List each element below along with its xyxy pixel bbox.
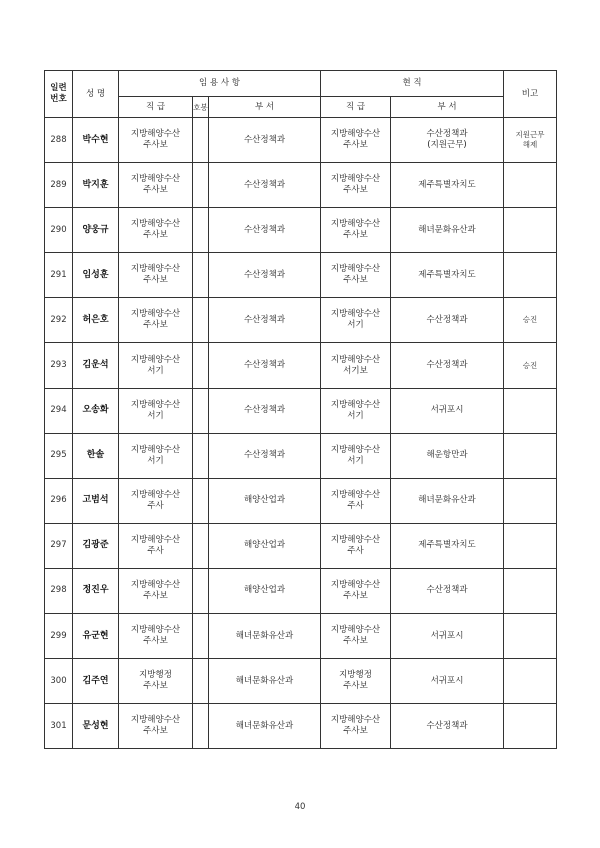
cell-appointment-rank-line: 지방해양수산 [130, 625, 181, 636]
cell-appointment-rank [119, 478, 193, 523]
cell-appointment-rank-line: 주사보 [143, 726, 168, 737]
cell-current-rank-line: 주사보 [343, 726, 368, 737]
cell-current-dept [391, 253, 504, 298]
cell-appointment-rank [119, 253, 193, 298]
cell-note [504, 614, 557, 659]
cell-hobong [193, 704, 209, 749]
cell-current-rank-line: 주사 [347, 500, 364, 511]
table-row [45, 163, 557, 208]
cell-serial: 300 [45, 659, 73, 704]
cell-serial: 296 [45, 478, 73, 523]
cell-serial: 289 [45, 163, 73, 208]
cell-current-dept [391, 343, 504, 388]
cell-current-dept [391, 478, 504, 523]
cell-hobong [193, 253, 209, 298]
cell-current-rank-line: 지방해양수산 [330, 174, 381, 185]
cell-current-dept [391, 388, 504, 433]
cell-appointment-rank-line: 지방해양수산 [130, 489, 181, 500]
cell-current-dept-line: 수산정책과 [426, 360, 468, 371]
cell-current-dept-line: 서귀포시 [430, 630, 464, 641]
table-row [45, 118, 557, 163]
cell-appointment-rank-line: 주사보 [143, 681, 168, 692]
cell-name: 한솔 [73, 433, 119, 478]
cell-appointment-rank-line: 주사보 [143, 230, 168, 241]
cell-current-rank-line: 주사보 [343, 140, 368, 151]
cell-current-rank-line: 지방해양수산 [330, 309, 381, 320]
cell-current-dept-line: 수산정책과 [426, 585, 468, 596]
cell-serial: 295 [45, 433, 73, 478]
cell-current-rank-line: 지방해양수산 [330, 129, 381, 140]
cell-current-rank-line: 지방해양수산 [330, 489, 381, 500]
cell-name: 문성현 [73, 704, 119, 749]
cell-note [504, 343, 557, 388]
cell-current-dept [391, 568, 504, 613]
cell-appointment-dept: 수산정책과 [209, 118, 321, 163]
cell-current-dept [391, 208, 504, 253]
cell-note [504, 433, 557, 478]
cell-current-rank-line: 주사보 [343, 681, 368, 692]
cell-serial: 293 [45, 343, 73, 388]
cell-current-rank-line: 지방해양수산 [330, 264, 381, 275]
cell-appointment-dept: 해녀문화유산과 [209, 614, 321, 659]
cell-name: 임성훈 [73, 253, 119, 298]
cell-current-rank-line: 주사 [347, 545, 364, 556]
cell-appointment-rank-line: 서기 [147, 365, 164, 376]
cell-current-rank [321, 659, 391, 704]
cell-appointment-rank [119, 433, 193, 478]
cell-current-rank-line: 주사보 [343, 590, 368, 601]
cell-appointment-dept: 해양산업과 [209, 568, 321, 613]
cell-current-dept-line: 수산정책과 [426, 314, 468, 325]
cell-serial: 294 [45, 388, 73, 433]
cell-appointment-rank-line: 지방해양수산 [130, 354, 181, 365]
cell-hobong [193, 614, 209, 659]
table-row [45, 478, 557, 523]
cell-name: 박수현 [73, 118, 119, 163]
cell-appointment-rank [119, 388, 193, 433]
cell-current-dept [391, 163, 504, 208]
cell-appointment-rank-line: 지방해양수산 [130, 174, 181, 185]
cell-note [504, 298, 557, 343]
cell-name: 김주연 [73, 659, 119, 704]
cell-appointment-rank-line: 지방해양수산 [130, 264, 181, 275]
header-appointment: 임 용 사 항 [119, 71, 321, 97]
cell-appointment-dept: 수산정책과 [209, 208, 321, 253]
cell-note-line: 승진 [522, 315, 538, 325]
cell-appointment-rank-line: 지방해양수산 [130, 219, 181, 230]
header-serial [45, 71, 73, 118]
cell-name: 유군현 [73, 614, 119, 659]
cell-appointment-dept: 해양산업과 [209, 478, 321, 523]
cell-hobong [193, 298, 209, 343]
cell-appointment-dept: 해양산업과 [209, 523, 321, 568]
cell-current-dept [391, 614, 504, 659]
cell-serial: 291 [45, 253, 73, 298]
cell-note [504, 163, 557, 208]
header-current-rank: 직 급 [321, 97, 391, 118]
cell-serial: 290 [45, 208, 73, 253]
table-row [45, 614, 557, 659]
cell-appointment-rank-line: 주사 [147, 500, 164, 511]
page-number: 40 [294, 802, 306, 812]
cell-current-rank-line: 지방해양수산 [330, 399, 381, 410]
cell-appointment-rank-line: 지방해양수산 [130, 579, 181, 590]
cell-appointment-dept: 해녀문화유산과 [209, 659, 321, 704]
cell-current-dept-line: 제주특별자치도 [418, 540, 476, 551]
cell-appointment-rank [119, 118, 193, 163]
cell-hobong [193, 118, 209, 163]
cell-hobong [193, 523, 209, 568]
cell-appointment-rank-line: 지방해양수산 [130, 534, 181, 545]
cell-current-rank-line: 지방해양수산 [330, 444, 381, 455]
cell-appointment-rank-line: 서기 [147, 455, 164, 466]
cell-current-dept-line: 수산정책과 [426, 720, 468, 731]
cell-appointment-rank-line: 주사보 [143, 636, 168, 647]
table-row [45, 568, 557, 613]
cell-appointment-rank [119, 208, 193, 253]
cell-appointment-rank-line: 주사보 [143, 140, 168, 151]
cell-current-rank [321, 253, 391, 298]
cell-name: 정진우 [73, 568, 119, 613]
cell-current-dept-line: 해녀문화유산과 [418, 224, 476, 235]
cell-current-rank-line: 주사보 [343, 636, 368, 647]
header-serial-line2: 번호 [50, 94, 67, 104]
cell-appointment-rank-line: 지방해양수산 [130, 444, 181, 455]
cell-current-rank [321, 343, 391, 388]
cell-name: 허은호 [73, 298, 119, 343]
cell-appointment-dept: 해녀문화유산과 [209, 704, 321, 749]
cell-name: 김광준 [73, 523, 119, 568]
cell-current-rank [321, 118, 391, 163]
cell-current-rank-line: 주사보 [343, 275, 368, 286]
cell-note [504, 208, 557, 253]
cell-current-rank-line: 지방해양수산 [330, 354, 381, 365]
cell-name: 양웅규 [73, 208, 119, 253]
cell-current-rank-line: 주사보 [343, 185, 368, 196]
cell-appointment-rank-line: 주사보 [143, 320, 168, 331]
cell-current-dept-line: 서귀포시 [430, 405, 464, 416]
cell-current-rank [321, 298, 391, 343]
table-row [45, 704, 557, 749]
cell-appointment-dept: 수산정책과 [209, 433, 321, 478]
table-body [45, 118, 557, 749]
cell-current-dept-line: (지원근무) [427, 140, 467, 151]
cell-hobong [193, 388, 209, 433]
cell-note [504, 478, 557, 523]
personnel-table [44, 70, 557, 749]
cell-serial: 301 [45, 704, 73, 749]
table-row [45, 523, 557, 568]
cell-note [504, 253, 557, 298]
cell-current-rank [321, 433, 391, 478]
personnel-table-container [44, 70, 556, 749]
table-row [45, 388, 557, 433]
header-note: 비고 [504, 71, 557, 118]
cell-current-rank [321, 523, 391, 568]
cell-appointment-rank [119, 568, 193, 613]
cell-current-rank-line: 지방해양수산 [330, 625, 381, 636]
cell-serial: 298 [45, 568, 73, 613]
header-serial-line1: 일련 [50, 83, 67, 93]
header-rank: 직 급 [119, 97, 193, 118]
header-dept: 부 서 [209, 97, 321, 118]
cell-serial: 292 [45, 298, 73, 343]
cell-current-rank [321, 704, 391, 749]
header-current: 현 직 [321, 71, 504, 97]
cell-hobong [193, 659, 209, 704]
header-hobong: 호봉 [193, 97, 209, 118]
cell-appointment-rank-line: 지방해양수산 [130, 129, 181, 140]
cell-current-rank-line: 주사보 [343, 230, 368, 241]
cell-note [504, 704, 557, 749]
cell-appointment-rank [119, 343, 193, 388]
cell-note [504, 659, 557, 704]
cell-hobong [193, 343, 209, 388]
cell-current-rank-line: 지방해양수산 [330, 715, 381, 726]
cell-hobong [193, 478, 209, 523]
cell-appointment-rank [119, 298, 193, 343]
cell-note [504, 523, 557, 568]
cell-appointment-dept: 수산정책과 [209, 388, 321, 433]
cell-hobong [193, 163, 209, 208]
cell-note-line: 승진 [522, 360, 538, 370]
cell-current-rank-line: 서기 [347, 410, 364, 421]
cell-note-line: 지원근무 [515, 130, 545, 140]
cell-current-rank-line: 지방해양수산 [330, 579, 381, 590]
cell-current-rank [321, 478, 391, 523]
cell-name: 고범석 [73, 478, 119, 523]
cell-note [504, 388, 557, 433]
cell-current-rank-line: 지방해양수산 [330, 219, 381, 230]
cell-current-rank-line: 서기 [347, 455, 364, 466]
table-row [45, 343, 557, 388]
cell-current-dept-line: 해운항만과 [426, 450, 468, 461]
cell-appointment-dept: 수산정책과 [209, 343, 321, 388]
cell-appointment-dept: 수산정책과 [209, 163, 321, 208]
cell-current-rank [321, 614, 391, 659]
cell-current-rank-line: 지방행정 [339, 670, 372, 681]
cell-appointment-dept: 수산정책과 [209, 298, 321, 343]
cell-current-dept [391, 118, 504, 163]
cell-appointment-dept: 수산정책과 [209, 253, 321, 298]
cell-serial: 297 [45, 523, 73, 568]
cell-appointment-rank-line: 지방행정 [139, 670, 172, 681]
cell-current-rank-line: 지방해양수산 [330, 534, 381, 545]
cell-current-dept-line: 제주특별자치도 [418, 179, 476, 190]
cell-hobong [193, 433, 209, 478]
cell-appointment-rank [119, 523, 193, 568]
cell-current-dept-line: 해녀문화유산과 [418, 495, 476, 506]
cell-current-dept-line: 제주특별자치도 [418, 269, 476, 280]
cell-serial: 288 [45, 118, 73, 163]
cell-current-rank [321, 163, 391, 208]
table-row [45, 659, 557, 704]
cell-appointment-rank [119, 163, 193, 208]
table-row [45, 208, 557, 253]
cell-serial: 299 [45, 614, 73, 659]
cell-appointment-rank-line: 지방해양수산 [130, 399, 181, 410]
table-row [45, 433, 557, 478]
cell-appointment-rank-line: 주사 [147, 545, 164, 556]
cell-current-dept [391, 704, 504, 749]
header-name: 성 명 [73, 71, 119, 118]
cell-current-rank-line: 서기 [347, 320, 364, 331]
cell-current-dept [391, 433, 504, 478]
cell-appointment-rank [119, 704, 193, 749]
cell-hobong [193, 568, 209, 613]
table-row [45, 298, 557, 343]
cell-appointment-rank-line: 주사보 [143, 590, 168, 601]
cell-current-rank-line: 서기보 [343, 365, 368, 376]
cell-current-dept [391, 659, 504, 704]
cell-appointment-rank-line: 주사보 [143, 185, 168, 196]
cell-current-dept [391, 523, 504, 568]
cell-name: 오송화 [73, 388, 119, 433]
table-row [45, 253, 557, 298]
cell-current-dept [391, 298, 504, 343]
cell-current-dept-line: 서귀포시 [430, 675, 464, 686]
header-current-dept: 부 서 [391, 97, 504, 118]
cell-note-line: 해제 [522, 140, 538, 150]
cell-appointment-rank-line: 지방해양수산 [130, 309, 181, 320]
cell-note [504, 568, 557, 613]
cell-appointment-rank-line: 지방해양수산 [130, 715, 181, 726]
cell-appointment-rank [119, 614, 193, 659]
cell-note [504, 118, 557, 163]
cell-name: 박지훈 [73, 163, 119, 208]
cell-current-rank [321, 388, 391, 433]
cell-current-rank [321, 568, 391, 613]
cell-current-dept-line: 수산정책과 [426, 129, 468, 140]
cell-appointment-rank [119, 659, 193, 704]
cell-hobong [193, 208, 209, 253]
cell-appointment-rank-line: 주사보 [143, 275, 168, 286]
cell-current-rank [321, 208, 391, 253]
cell-appointment-rank-line: 서기 [147, 410, 164, 421]
cell-name: 김운석 [73, 343, 119, 388]
